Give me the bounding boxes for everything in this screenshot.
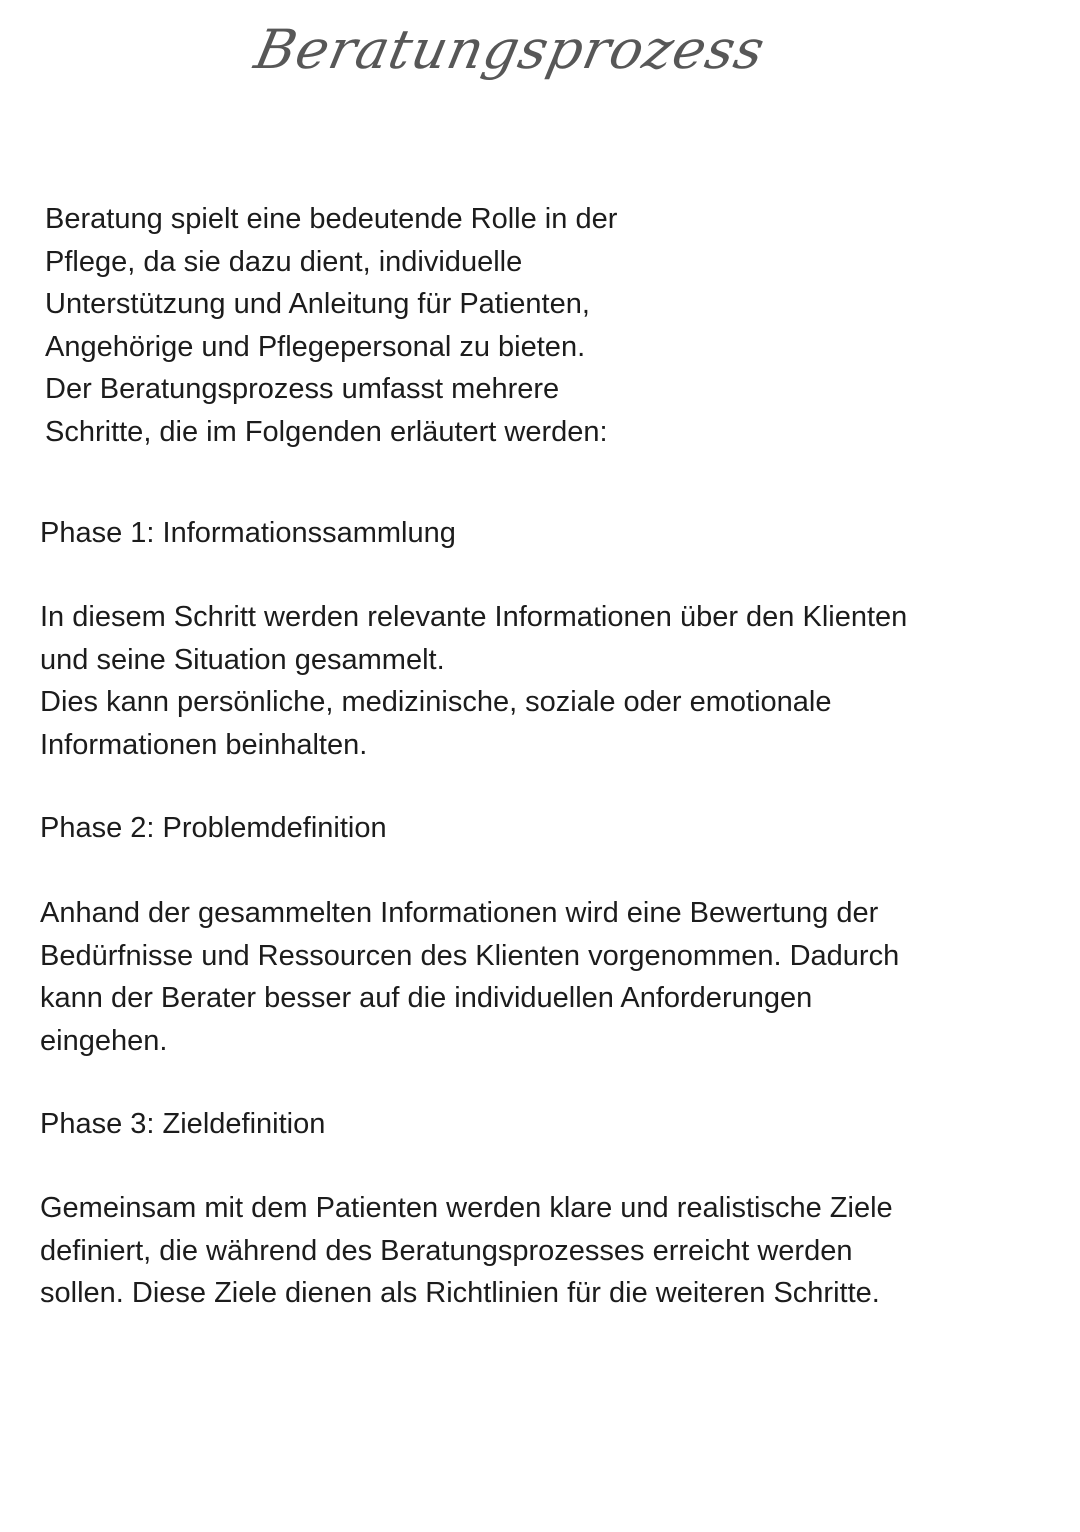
intro-paragraph: Beratung spielt eine bedeutende Rolle in der Pflege, da sie dazu dient, individuelle Unterstützung und Anleitung für Patienten, Angehörige und Pflegepersonal zu bieten. Der Beratungsprozess umfasst mehrere Schritte, die im Folgenden erläutert werden:	[45, 203, 618, 448]
phase-2-heading: Phase 2: Problemdefinition	[40, 812, 387, 844]
phase-3-heading: Phase 3: Zieldefinition	[40, 1108, 326, 1140]
phase-1-paragraph: In diesem Schritt werden relevante Informationen über den Klienten und seine Situation gesammelt. Dies kann persönliche, medizinische, soziale oder emotionale Informationen beinhalten.	[40, 601, 908, 761]
phase-3-paragraph: Gemeinsam mit dem Patienten werden klare und realistische Ziele definiert, die während des Beratungsprozesses erreicht werden sollen. Diese Ziele dienen als Richtlinien für die weiteren Schritte.	[40, 1192, 893, 1309]
page-title: Beratungsprozess	[249, 18, 771, 81]
phase-1-heading: Phase 1: Informationssammlung	[40, 517, 456, 549]
phase-2-paragraph: Anhand der gesammelten Informationen wird eine Bewertung der Bedürfnisse und Ressourcen des Klienten vorgenommen. Dadurch kann der Berater besser auf die individuellen Anforderungen eingehen.	[40, 897, 900, 1057]
